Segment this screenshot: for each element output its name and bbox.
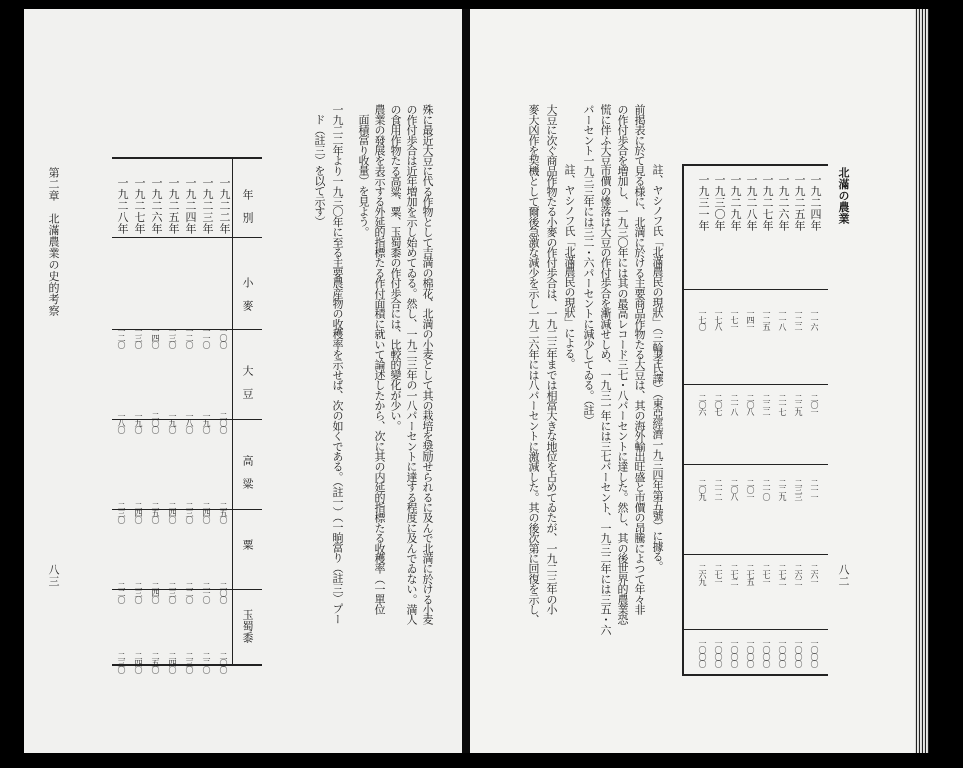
table-cell: 一一八	[778, 309, 787, 330]
table-cell: 二一二	[714, 479, 723, 500]
table-cell: 二三〇	[117, 502, 126, 523]
table-cell: 一四〇	[151, 327, 160, 348]
table-cell: 二一一	[810, 479, 819, 500]
page-edges	[915, 9, 929, 753]
table-cell: 二七一	[762, 564, 771, 585]
left-page	[24, 9, 462, 753]
table-header-cell: 年 別	[241, 189, 254, 224]
table-cell: 一九二五年	[793, 174, 806, 232]
table-cell: 一三〇	[168, 327, 177, 348]
table-cell: 一〇〇〇	[794, 639, 803, 667]
table-cell: 二五〇	[219, 502, 228, 523]
table-cell: 一二五	[762, 309, 771, 330]
table-cell: 二四〇	[168, 502, 177, 523]
table-cell: 二六一	[810, 564, 819, 585]
table-cell: 一九二四年	[184, 177, 197, 235]
table-cell: 一九二八年	[116, 177, 129, 235]
paragraph-line: ド（註三）を以て示す）	[313, 114, 326, 227]
table-cell: 一〇〇〇	[778, 639, 787, 667]
paragraph-line: の食用作物たる高粱、粟、玉蜀黍の作付歩合には、比較的變化が少い。	[389, 104, 402, 431]
table-cell: 二四〇	[151, 582, 160, 603]
table-cell: 二三三	[794, 479, 803, 500]
table-header-cell: 玉蜀黍	[241, 609, 254, 644]
table-cell: 一二二	[794, 309, 803, 330]
paragraph-line: 慌に伴ふ大豆市價の慘落は大豆の作付歩合を漸減せしめ、一九三一年には三七パーセント、一九三二年には三五・六	[599, 104, 612, 635]
table-cell: 二二九	[794, 394, 803, 415]
table-cell: 二二九	[778, 479, 787, 500]
paragraph-line: の作付歩合は近年増加を示し始めてゐる。然し、一九二三年の一八パーセントに達する程度に及んでゐない。満人	[405, 104, 418, 625]
table-cell: 二〇〇	[151, 412, 160, 433]
table-cell: 一九二七年	[761, 174, 774, 232]
table-cell: 二二〇	[202, 652, 211, 673]
table-cell: 二三〇	[117, 652, 126, 673]
right-page-number: 八二	[837, 564, 850, 587]
paragraph-line: 面積當り收量）を見よう。	[357, 114, 370, 237]
table-header-cell: 小 麥	[241, 277, 254, 312]
paragraph-line: 殊に最近大豆に代る作物として吉満の棉花、北満の小麦として其の栽培を奨励せられるに及んで北満に於ける小麦	[421, 104, 434, 625]
table-cell: 二〇六	[698, 394, 707, 415]
table-cell: 二四〇	[134, 652, 143, 673]
running-header: 北滿の農業	[837, 167, 850, 225]
table-cell: 一七〇	[698, 309, 707, 330]
table-cell: 二二二	[762, 394, 771, 415]
table-cell: 一七一	[730, 309, 739, 330]
table-cell: 二五〇	[151, 502, 160, 523]
table-cell: 二三〇	[185, 652, 194, 673]
table-cell: 二四〇	[202, 502, 211, 523]
table-cell: 一九三〇年	[713, 174, 726, 232]
table-cell: 二〇一	[810, 394, 819, 415]
paragraph-line: 農業の發展を表示する外延的指標たる作付面積に就いて論述したから、次に其の内延的指標たる收穫率（一單位	[373, 104, 386, 615]
table-cell: 一九二三年	[201, 177, 214, 235]
table-cell: 二一〇	[762, 479, 771, 500]
table-cell: 二〇〇	[219, 582, 228, 603]
table-cell: 一〇〇〇	[810, 639, 819, 667]
table-cell: 一七八	[714, 309, 723, 330]
table-cell: 二七二	[730, 564, 739, 585]
table-cell: 二〇七	[714, 394, 723, 415]
paragraph-line: 註、ヤシノフ氏「北滿農民の現狀」（三輪孝氏譯）（東亞經濟一九三四年第五號）に據る。	[651, 164, 664, 572]
table-cell: 二七二	[778, 564, 787, 585]
table-cell: 二三〇	[134, 582, 143, 603]
right-page	[470, 9, 915, 753]
table-cell: 一九二六年	[777, 174, 790, 232]
table-cell: 一九〇	[202, 412, 211, 433]
table-cell: 一九二四年	[809, 174, 822, 232]
paragraph-line: 大豆に次ぐ商品作物たる小麥の作付歩合は、一九二三年までは相當大きな地位を占めてゐたが、一九二三年の小	[545, 104, 558, 615]
table-cell: 二〇〇	[219, 652, 228, 673]
table-cell: 一九二二年	[218, 177, 231, 235]
table-cell: 二五〇	[151, 652, 160, 673]
table-cell: 一八〇	[117, 412, 126, 433]
table-cell: 一九二六年	[150, 177, 163, 235]
table-cell: 一二〇	[117, 327, 126, 348]
table-cell: 一一〇	[202, 327, 211, 348]
table-cell: 一二〇	[185, 327, 194, 348]
table-cell: 一九二九年	[729, 174, 742, 232]
table-cell: 一〇〇〇	[714, 639, 723, 667]
table-header-cell: 大 豆	[241, 365, 254, 400]
paragraph-line: 註、ヤシノフ氏「北滿農民の現狀」による。	[563, 164, 576, 369]
table-cell: 二三〇	[168, 582, 177, 603]
table-cell: 二六二	[794, 564, 803, 585]
table-cell: 一九二七年	[133, 177, 146, 235]
table-cell: 二〇〇	[219, 412, 228, 433]
table-cell: 一九二五年	[167, 177, 180, 235]
paragraph-line: 前掲表に於て見る様に、北満に於ける主要商品作物たる大豆は、其の海外輸出旺盛と市價の昂騰によつて年々非	[633, 104, 646, 615]
table-cell: 二一八	[730, 394, 739, 415]
table-cell: 二三〇	[185, 502, 194, 523]
table-cell: 一九〇	[134, 412, 143, 433]
table-cell: 二〇一	[746, 479, 755, 500]
table-header-cell: 粟	[241, 539, 254, 551]
table-cell: 二〇九	[698, 479, 707, 500]
paragraph-line: 一九二二年より一九三〇年に至る主要農産物の收穫率を示せば、次の如くである。（註一）（一晌當り（註三）プー	[331, 104, 344, 624]
table-cell: 一九二八年	[745, 174, 758, 232]
left-page-number: 八三	[47, 564, 60, 587]
table-cell: 一一六	[810, 309, 819, 330]
table-cell: 一四一	[746, 309, 755, 330]
table-cell: 一九〇	[168, 412, 177, 433]
table-cell: 一〇〇〇	[762, 639, 771, 667]
paragraph-line: パーセント一九三三年には三二・六パーセントに減少してゐる。（註）	[582, 104, 595, 425]
table-cell: 二四〇	[134, 502, 143, 523]
table-cell: 二一七	[778, 394, 787, 415]
paragraph-line: 麥大凶作を契機として爾後急激な減少を示し一九二六年には八パーセントに激減した。其の後次第に回復を示し、	[527, 104, 540, 625]
gutter	[462, 9, 470, 753]
table-cell: 一〇〇〇	[730, 639, 739, 667]
table-cell: 二六九	[698, 564, 707, 585]
table-cell: 二七五	[746, 564, 755, 585]
table-cell: 二四〇	[168, 652, 177, 673]
table-cell: 一八〇	[185, 412, 194, 433]
table-cell: 二〇八	[746, 394, 755, 415]
table-cell: 一〇〇〇	[746, 639, 755, 667]
table-cell: 一〇〇	[219, 327, 228, 348]
table-header-cell: 高 粱	[241, 455, 254, 490]
table-cell: 一〇〇〇	[698, 639, 707, 667]
chapter-header: 第二章 北滿農業の史的考察	[47, 167, 60, 317]
table-cell: 二二〇	[117, 582, 126, 603]
table-cell: 二二〇	[185, 582, 194, 603]
table-cell: 二一〇	[202, 582, 211, 603]
paragraph-line: の作付歩合を増加し、一九三〇年には其の最高レコード三七・八パーセントに達した。然し、其の後世界的農業恐	[616, 104, 629, 625]
table-cell: 二〇八	[730, 479, 739, 500]
table-cell: 一三〇	[134, 327, 143, 348]
table-cell: 二七一	[714, 564, 723, 585]
table-cell: 一九三一年	[697, 174, 710, 232]
